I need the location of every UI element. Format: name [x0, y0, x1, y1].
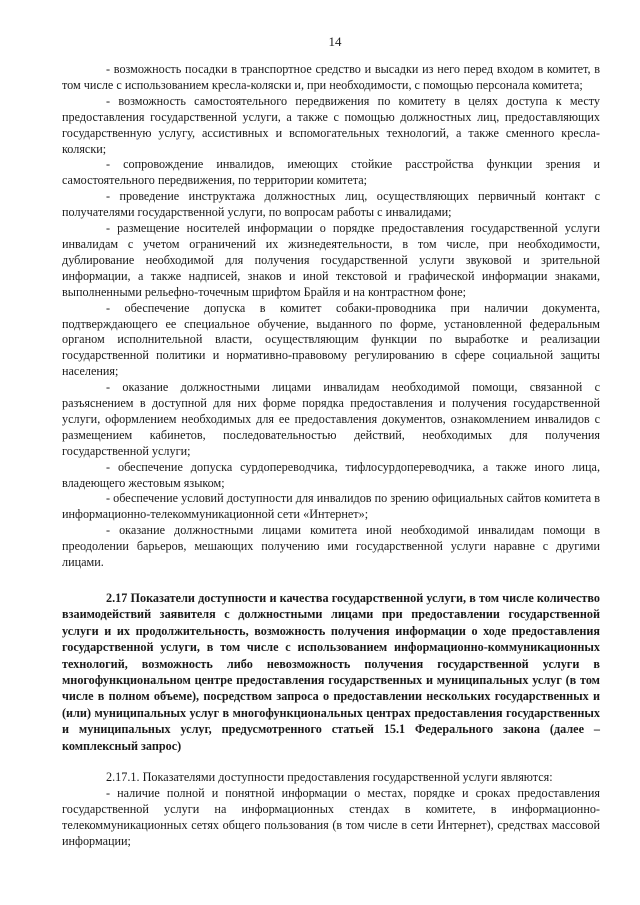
subsection-2-17-1: 2.17.1. Показателями доступности предоставления государственной услуги являются:	[106, 770, 553, 785]
list-item: - обеспечение допуска сурдопереводчика, тифлосурдопереводчика, а также иного лица, владеющего жестовым языком;	[62, 459, 600, 490]
list-item: - размещение носителей информации о порядке предоставления государственной услуги инвалидам с учетом ограничений их жизнедеятельности, в том числе, при необходимости, дублирование необходимой для получения государственной услуги звуковой и зрительной информации, а также надписей, знаков и иной текстовой и графической информации знаками, выполненными рельефно-точечным шрифтом Брайля и на контрастном фоне;	[62, 221, 600, 299]
list-item: - возможность самостоятельного передвижения по комитету в целях доступа к месту предоставления государственной услуги, а также с помощью должностных лиц, предоставляющих государственную услугу, ассистивных и вспомогательных технологий, а также сменного кресла-коляски;	[62, 93, 600, 156]
list-item: - сопровождение инвалидов, имеющих стойкие расстройства функции зрения и самостоятельного передвижения, по территории комитета;	[62, 157, 600, 188]
list-item: - обеспечение условий доступности для инвалидов по зрению официальных сайтов комитета в информационно-телекоммуникационной сети «Интернет»;	[62, 491, 600, 522]
list-item: - проведение инструктажа должностных лиц, осуществляющих первичный контакт с получателями государственной услуги, по вопросам работы с инвалидами;	[62, 189, 600, 220]
list-item: - обеспечение допуска в комитет собаки-проводника при наличии документа, подтверждающего ее специальное обучение, выданного по форме, установленной федеральным органом исполнительной власти, осуществляющим функции по выработке и реализации государственной политики и нормативно-правовому регулированию в сфере социальной защиты населения;	[62, 300, 600, 379]
list-item: - возможность посадки в транспортное средство и высадки из него перед входом в комитет, в том числе с использованием кресла-коляски и, при необходимости, с помощью персонала комитета;	[62, 62, 600, 92]
list-item: - наличие полной и понятной информации о местах, порядке и сроках предоставления государственной услуги на информационных стендах в комитете, в информационно-телекоммуникационных сетях общего пользования (в том числе в сети Интернет), средствах массовой информации;	[62, 785, 600, 848]
list-item: - оказание должностными лицами инвалидам необходимой помощи, связанной с разъяснением в доступной для них форме порядка предоставления и получения государственной услуги, оформлением необходимых для ее предоставления документов, ознакомлением инвалидов с размещением кабинетов, последовательностью действий, необходимых для получения государственной услуги;	[62, 380, 600, 458]
list-item: - оказание должностными лицами комитета иной необходимой инвалидам помощи в преодолении барьеров, мешающих получению ими государственной услуги наравне с другими лицами.	[62, 523, 600, 570]
page-number: 14	[328, 34, 342, 49]
section-heading-2-17: 2.17 Показатели доступности и качества государственной услуги, в том числе количество взаимодействий заявителя с должностными лицами при предоставлении государственной услуги и их продолжительность, возможность получения информации о ходе предоставления государственной услуги, в том числе с использованием информационно-коммуникационных технологий, возможность либо невозможность получения государственной услуги в многофункциональном центре предоставления государственных и муниципальных услуг (в том числе в полном объеме), посредством запроса о предоставлении нескольких государственных и (или) муниципальных услуг в многофункциональных центрах предоставления государственных и муниципальных услуг, предусмотренного статьей 15.1 Федерального закона (далее – комплексный запрос)	[62, 591, 600, 753]
